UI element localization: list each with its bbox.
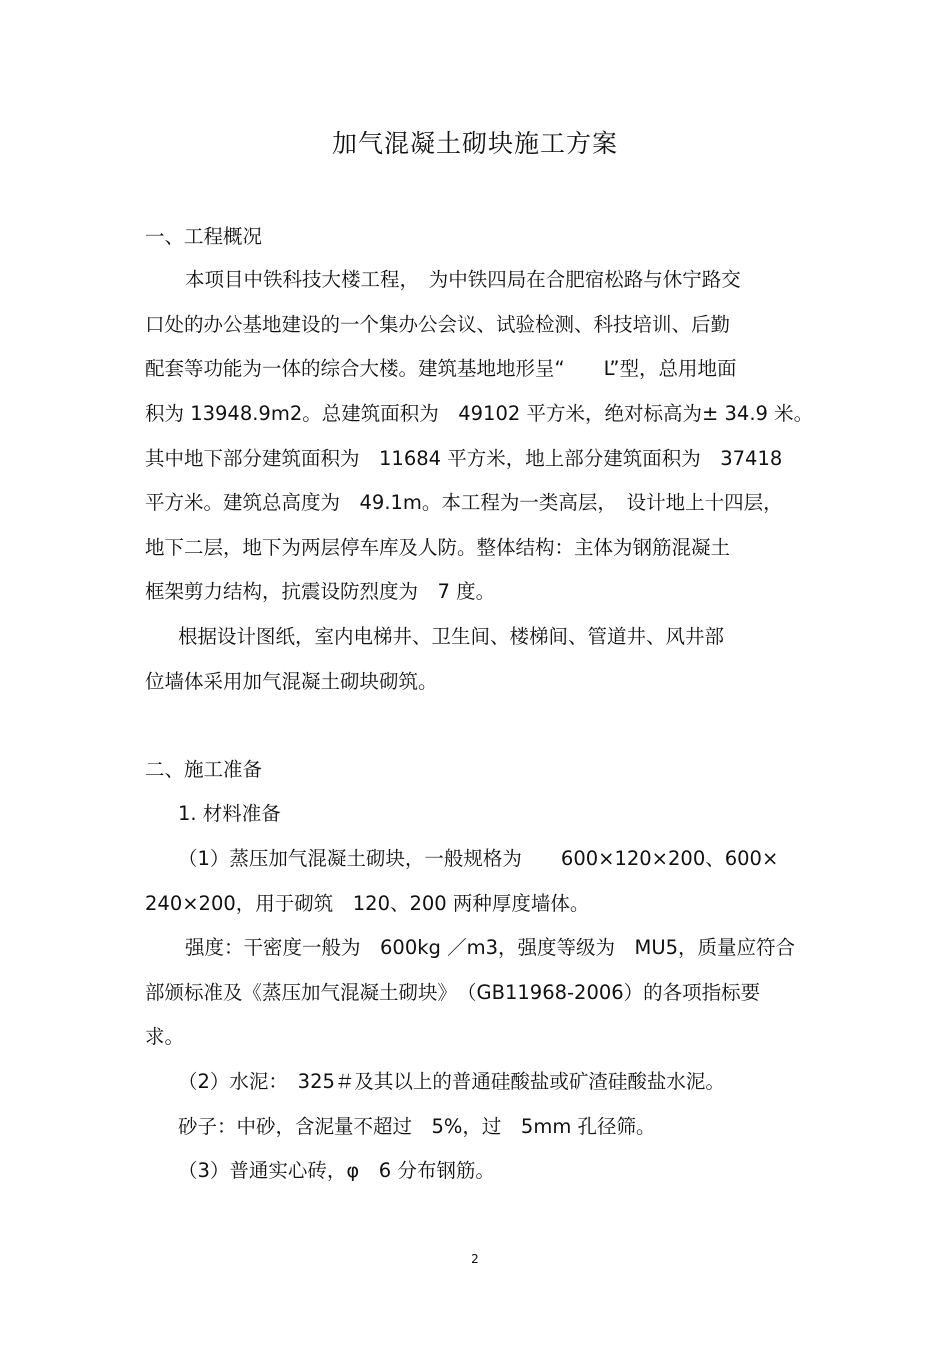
- document-title: 加气混凝土砌块施工方案: [331, 129, 618, 158]
- paragraph-line: 框架剪力结构，抗震设防烈度为 7 度。: [145, 580, 496, 603]
- subheading-materials: 1. 材料准备: [178, 802, 281, 825]
- paragraph-line: （2）水泥： 325＃及其以上的普通硅酸盐或矿渣硅酸盐水泥。: [178, 1070, 725, 1093]
- section-heading-preparation: 二、施工准备: [145, 758, 263, 781]
- section-heading-overview: 一、工程概况: [145, 225, 263, 248]
- paragraph-line: 其中地下部分建筑面积为 11684 平方米，地上部分建筑面积为 37418: [145, 447, 783, 470]
- paragraph-line: 位墙体采用加气混凝土砌块砌筑。: [145, 670, 438, 693]
- paragraph-line: 求。: [145, 1025, 185, 1048]
- paragraph-line: （3）普通实心砖，φ 6 分布钢筋。: [178, 1159, 495, 1182]
- paragraph-line: 根据设计图纸，室内电梯井、卫生间、楼梯间、管道井、风井部: [178, 625, 725, 648]
- paragraph-line: 部颁标准及《蒸压加气混凝土砌块》 （GB11968-2006）的各项指标要: [145, 981, 761, 1004]
- paragraph-line: 积为 13948.9m2。总建筑面积为 49102 平方米，绝对标高为± 34.9 米。: [145, 402, 814, 425]
- paragraph-line: （1）蒸压加气混凝土砌块，一般规格为 600×120×200、600×: [178, 847, 779, 870]
- paragraph-line: 平方米。建筑总高度为 49.1m。本工程为一类高层， 设计地上十四层，: [145, 491, 783, 514]
- paragraph-line: 口处的办公基地建设的一个集办公会议、试验检测、科技培训、后勤: [145, 313, 731, 336]
- paragraph-line: 强度：干密度一般为 600kg ／m3，强度等级为 MU5，质量应符合: [185, 936, 795, 959]
- paragraph-line: 配套等功能为一体的综合大楼。建筑基地地形呈“ L”型，总用地面: [145, 357, 737, 380]
- paragraph-line: 砂子：中砂，含泥量不超过 5%，过 5mm 孔径筛。: [178, 1115, 656, 1138]
- paragraph-line: 地下二层，地下为两层停车库及人防。整体结构：主体为钢筋混凝土: [145, 536, 731, 559]
- paragraph-line: 240×200，用于砌筑 120、200 两种厚度墙体。: [145, 892, 590, 915]
- paragraph-line: 本项目中铁科技大楼工程， 为中铁四局在合肥宿松路与休宁路交: [185, 268, 741, 291]
- page-number: 2: [471, 1252, 479, 1266]
